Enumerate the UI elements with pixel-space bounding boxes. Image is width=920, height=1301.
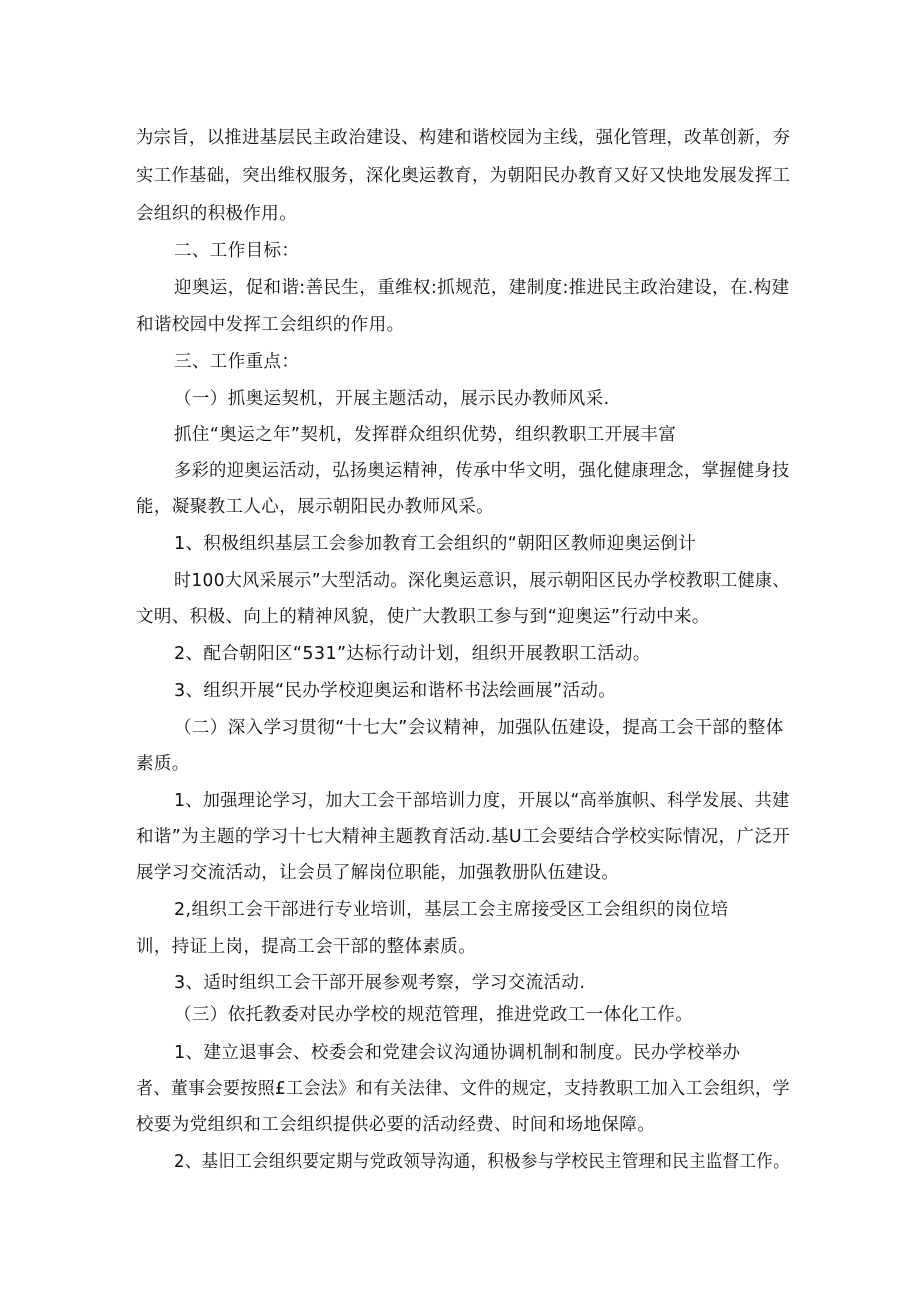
list-item: 2、基旧工会组织要定期与党政领导沟通，积极参与学校民主管理和民主监督工作。 [174, 1152, 790, 1172]
text-line: 者、董事会要按照£工会法》和有关法律、文件的规定，支持教职工加入工会组织，学 [136, 1079, 790, 1099]
text-line: 实工作基础，突出维权服务，深化奥运教育，为朝阳民办教育又好又快地发展发挥工 [136, 166, 791, 186]
list-item: 1、加强理论学习，加大工会干部培训力度，开展以“高举旗帜、科学发展、共建 [174, 791, 790, 811]
subsection-heading: （三）依托教委对民办学校的规范管理，推进党政工一体化工作。 [174, 1005, 694, 1025]
subsection-heading: （二）深入学习贯彻“十七大”会议精神，加强队伍建设，提高工会干部的整体 [174, 718, 784, 738]
text-line: 多彩的迎奥运活动，弘扬奥运精神，传承中华文明，强化健康理念，掌握健身技 [174, 461, 790, 481]
list-item: 1、积极组织基层工会参加教育工会组织的“朝阳区教师迎奥运倒计 [174, 534, 697, 554]
text-line: 校要为党组织和工会组织提供必要的活动经费、时间和场地保障。 [136, 1115, 656, 1135]
text-line: 和谐校园中发挥工会组织的作用。 [136, 315, 405, 335]
text-line: 迎奥运，促和谐:善民生，重维权:抓规范，建制度:推进民主政治建设，在.构建 [174, 278, 790, 298]
list-item: 3、适时组织工会干部开展参观考察，学习交流活动. [174, 973, 586, 993]
text-line: 展学习交流活动，让会员了解岗位职能，加强教册队伍建设。 [136, 863, 620, 883]
text-line: 能，凝聚教工人心，展示朝阳民办教师风采。 [136, 497, 494, 517]
text-line: 训，持证上岗，提高工会干部的整体素质。 [136, 937, 477, 957]
text-line: 抓住“奥运之年”契机，发挥群众组织优势，组织教职工开展丰富 [174, 425, 677, 445]
text-line: 素质。 [136, 754, 190, 774]
section-heading: 二、工作目标： [174, 241, 300, 261]
text-line: 和谐”为主题的学习十七大精神主题教育活动.基U工会要结合学校实际情况，广泛开 [136, 827, 791, 847]
text-line: 时100大风采展示”大型活动。深化奥运意识，展示朝阳区民办学校教职工健康、 [174, 571, 790, 591]
list-item: 2,组织工会干部进行专业培训，基层工会主席接受区工会组织的岗位培 [174, 900, 729, 920]
list-item: 1、建立退事会、校委会和党建会议沟通协调机制和制度。民办学校举办 [174, 1043, 741, 1063]
text-line: 会组织的积极作用。 [136, 204, 298, 224]
text-line: 为宗旨，以推进基层民主政治建设、构建和谐校园为主线，强化管理，改革创新，夯 [136, 128, 791, 148]
list-item: 3、组织开展“民办学校迎奥运和谐杯书法绘画展”活动。 [174, 681, 617, 701]
section-heading: 三、工作重点： [174, 352, 300, 372]
subsection-heading: （一）抓奥运契机，开展主题活动，展示民办教师风采. [174, 389, 610, 409]
text-line: 文明、积极、向上的精神风貌，使广大教职工参与到“迎奥运”行动中来。 [136, 607, 710, 627]
list-item: 2、配合朝阳区“531”达标行动计划，组织开展教职工活动。 [174, 644, 651, 664]
